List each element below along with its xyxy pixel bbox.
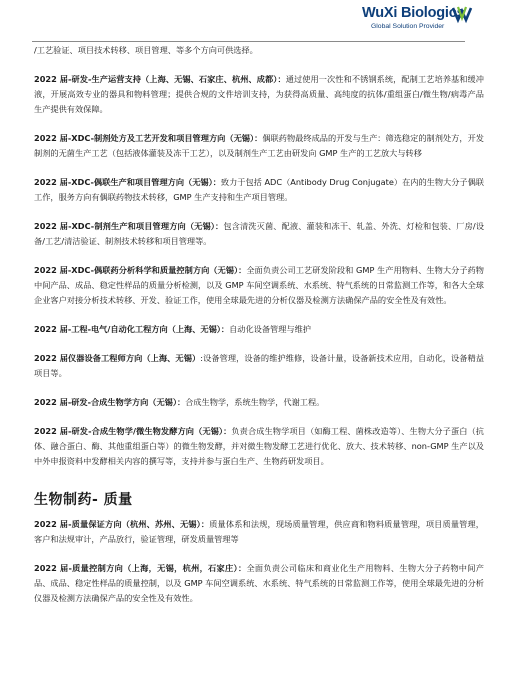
position-description: 自动化设备管理与维护 [229,324,311,334]
position-description: 质量体系和法规，现场质量管理，供应商和物料质量管理，项目质量管理，客户和法规审计，产品放行，验证管理，研发质量管理等 [34,519,484,544]
position-item [34,175,484,205]
position-item [34,395,484,410]
position-title: 2022 届-质量控制方向（上海，无锡，杭州，石家庄）： [34,563,247,573]
position-title: 2022 届-XDC-制剂处方及工艺开发和项目管理方向（无锡）： [34,133,263,143]
position-description: 致力于包括 ADC（Antibody Drug Conjugate）在内的生物大分子偶联工作，服务方向有偶联药物技术转移，GMP 生产支持和生产项目管理。 [34,177,484,202]
section-title: 生物制药- 质量 [34,492,133,508]
position-description: 通过使用一次性和不锈钢系统，配制工艺培养基和缓冲液，开展高效专业的器具和物料管理；提供合规的文件培训支持，为获得高质量、高纯度的抗体/重组蛋白/微生物/病毒产品生产提供有效保障。 [34,74,484,114]
position-item [34,322,484,337]
position-title: 2022 届-XDC-制剂生产和项目管理方向（无锡）： [34,221,224,231]
position-description: 全面负责公司工艺研发阶段和 GMP 生产用物料、生物大分子药物中间产品、成品、稳定性样品的质量分析检测，以及 GMP 车间空调系统、水系统、特气系统的日常监测工作等，和各大全球企业客户对接分析技术转移、开发、验证工作，使用全球最先进的分析仪器及检测方法确保产品的安全性及有效性。 [34,265,484,305]
header-divider [32,41,465,42]
position-list-1 [34,72,484,469]
position-title: 2022 届-研发-合成生物学/微生物发酵方向（无锡）： [34,426,232,436]
logo-mark-icon [452,4,476,24]
position-item [34,561,484,606]
position-title: 2022 届-XDC-偶联生产和项目管理方向（无锡）： [34,177,221,187]
position-item [34,517,484,547]
position-description: 偶联药物最终成品的开发与生产：筛选稳定的制剂处方，开发制剂的无菌生产工艺（包括液体灌装及冻干工艺），以及制剂生产工艺由研发向 GMP 生产的工艺放大与转移 [34,133,484,158]
position-title: 2022 届-XDC-偶联药分析科学和质量控制方向（无锡）： [34,265,247,275]
position-item [34,219,484,249]
position-description: 包含清洗灭菌、配液、灌装和冻干、轧盖、外洗、灯检和包装、厂房/设备/工艺/清洁验证、制剂技术转移和项目管理等。 [34,221,485,246]
position-item [34,72,484,117]
position-title: 2022 届仪器设备工程师方向（上海、无锡） [34,353,201,363]
position-item [34,263,484,308]
position-description: 负责合成生物学项目（如酶工程、菌株改造等）、生物大分子蛋白（抗体、融合蛋白、酶、其他重组蛋白等）的微生物发酵，并对微生物发酵工艺进行优化、放大、技术转移、non-GMP 生产以及中外申报资料中发酵相关内容的撰写等，支持并参与蛋白生产、生物药研发项目。 [34,426,484,466]
position-list-2 [34,517,484,606]
intro-continuation: /工艺验证、项目技术转移、项目管理、等多个方向可供选择。 [34,45,258,55]
position-title: 2022 届-研发-合成生物学方向（无锡）： [34,397,186,407]
document-body [34,43,484,620]
position-title: 2022 届-研发-生产运营支持（上海、无锡、石家庄、杭州、成都）： [34,74,286,84]
position-title: 2022 届-质量保证方向（杭州、苏州、无锡）： [34,519,210,529]
logo-tagline: Global Solution Provider [371,23,445,30]
position-title: 2022 届-工程-电气/自动化工程方向（上海、无锡）： [34,324,230,334]
position-description: 合成生物学，系统生物学，代谢工程。 [185,397,325,407]
company-logo [354,4,472,38]
position-item [34,424,484,469]
position-item [34,131,484,161]
logo-name: WuXi Biologics [362,5,465,21]
position-description: 全面负责公司临床和商业化生产用物料、生物大分子药物中间产品、成品、稳定性样品的质量控制，以及 GMP 车间空调系统、水系统、特气系统的日常监测工作等，使用全球最先进的分析仪器及检测方法确保产品的安全性及有效性。 [34,563,484,603]
position-description: :设备管理，设备的维护维修，设备计量，设备新技术应用，自动化，设备精益项目等。 [34,353,485,378]
position-item [34,351,484,381]
